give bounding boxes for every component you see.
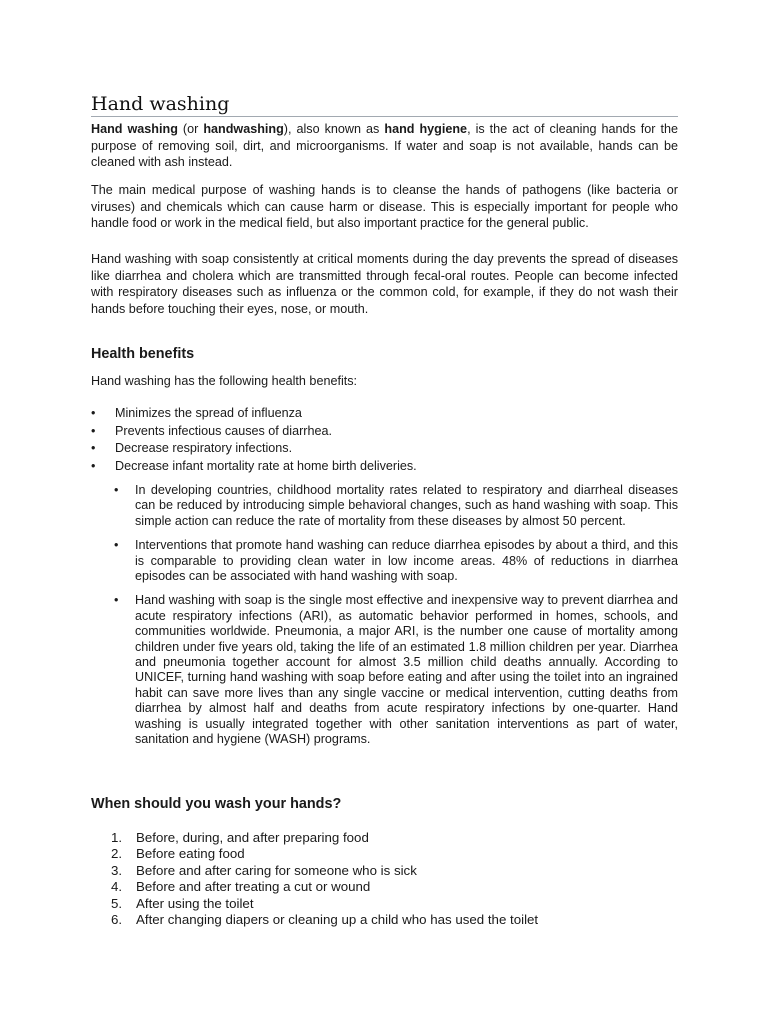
list-item-text: Before, during, and after preparing food bbox=[136, 830, 369, 845]
list-item: • Minimizes the spread of influenza bbox=[91, 405, 678, 423]
list-number: 5. bbox=[111, 895, 123, 911]
page-title: Hand washing bbox=[91, 92, 678, 117]
list-item bbox=[91, 912, 678, 928]
list-item-text: Before and after treating a cut or wound bbox=[136, 879, 371, 895]
list-item-text: After using the toilet bbox=[136, 895, 254, 911]
list-number: 4. bbox=[111, 879, 123, 895]
purpose-paragraph: The main medical purpose of washing hands is to cleanse the hands of pathogens (like bacteria or viruses) and chemicals which can cause harm or disease. This is especially important for people who handle food or work in the medical field, but also important practice for the general public. bbox=[91, 183, 678, 230]
list-item: • Hand washing with soap is the single most effective and inexpensive way to prevent diarrhea and acute respiratory infections (ARI), as automatic behavior performed in homes, schools, and communities worldwide. Pneumonia, a major ARI, is the number one cause of mortality among children under five years old, taking the life of an estimated 1.8 million children per year. Diarrhea and pneumonia together account for almost 3.5 million child deaths annually. According to UNICEF, turning hand washing with soap before eating and after using the toilet into an ingrained habit can save more lives than any single vaccine or medical intervention, cutting deaths from diarrhea by almost half and deaths from acute respiratory infections by one-quarter. Hand washing is usually integrated together with other sanitation interventions as part of water, sanitation and hygiene (WASH) programs. bbox=[114, 593, 678, 747]
intro-text-1: (or bbox=[177, 122, 204, 136]
when-to-wash-list bbox=[91, 830, 678, 928]
list-item-text: Before eating food bbox=[136, 846, 245, 862]
list-item-text: Before and after caring for someone who is sick bbox=[136, 862, 417, 878]
list-item bbox=[91, 896, 678, 912]
when-to-wash-heading: When should you wash your hands? bbox=[91, 796, 342, 812]
health-benefits-sublist bbox=[114, 483, 678, 757]
list-number: 6. bbox=[111, 912, 123, 928]
intro-text-3: , is the act of cleaning hands for the purpose of removing soil, dirt, and microorganisms. If water and soap is not available, hands can be cleaned with ash instead. bbox=[91, 122, 679, 169]
list-item-text: After changing diapers or cleaning up a child who has used the toilet bbox=[136, 912, 539, 928]
health-benefits-lead: Hand washing has the following health benefits: bbox=[91, 374, 358, 388]
health-benefits-heading: Health benefits bbox=[91, 346, 195, 362]
list-number: 2. bbox=[111, 846, 123, 862]
list-item: • Decrease respiratory infections. bbox=[91, 440, 678, 458]
intro-paragraph bbox=[91, 121, 678, 171]
health-benefits-list bbox=[91, 405, 678, 475]
transmission-paragraph: Hand washing with soap consistently at critical moments during the day prevents the spread of diseases like diarrhea and cholera which are transmitted through fecal-oral routes. People can become infected with respiratory diseases such as influenza or the common cold, for example, if they do not wash their hands before touching their eyes, nose, or mouth. bbox=[91, 252, 678, 316]
list-item: • Decrease infant mortality rate at home birth deliveries. bbox=[91, 458, 678, 476]
list-item bbox=[91, 846, 678, 862]
list-item bbox=[91, 863, 678, 879]
term-hand-washing: Hand washing bbox=[91, 122, 178, 136]
list-item: • Prevents infectious causes of diarrhea. bbox=[91, 423, 678, 441]
list-item: • Interventions that promote hand washing can reduce diarrhea episodes by about a third, and this is comparable to providing clean water in low income areas. 48% of reductions in diarrhea episodes can be associated with hand washing with soap. bbox=[114, 538, 678, 584]
list-item: • In developing countries, childhood mortality rates related to respiratory and diarrheal diseases can be reduced by introducing simple behavioral changes, such as hand washing with soap. This simple action can reduce the rate of mortality from these diseases by almost 50 percent. bbox=[114, 483, 678, 529]
list-number: 3. bbox=[111, 862, 123, 878]
term-handwashing: handwashing bbox=[203, 122, 284, 136]
list-number: 1. bbox=[111, 830, 123, 845]
list-item bbox=[91, 879, 678, 895]
intro-text-2: ), also known as bbox=[283, 122, 385, 136]
term-hand-hygiene: hand hygiene bbox=[384, 122, 468, 136]
list-item bbox=[91, 830, 678, 846]
